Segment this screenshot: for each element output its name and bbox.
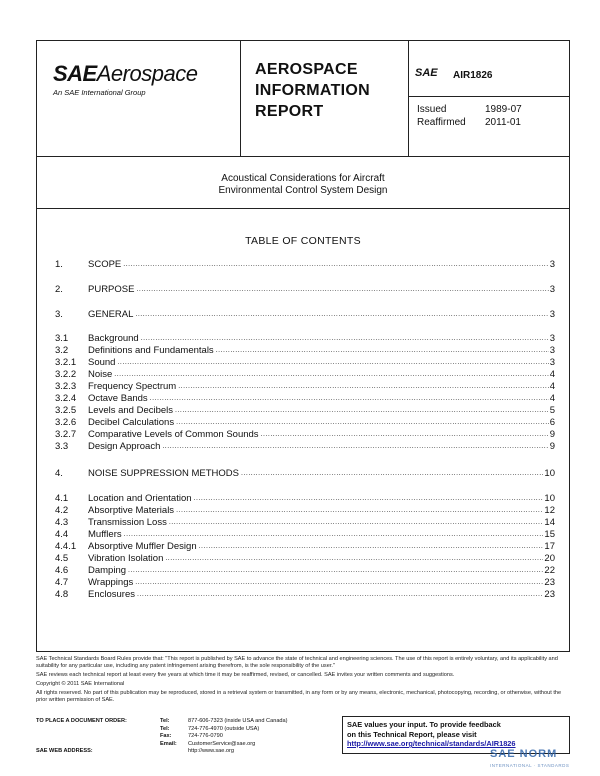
toc-page-number: 3 xyxy=(549,357,555,368)
document-number: AIR1826 xyxy=(453,70,493,81)
toc-number: 3.2.5 xyxy=(55,405,77,416)
toc-number: 3.2.3 xyxy=(55,381,77,392)
title-line: Acoustical Considerations for Aircraft xyxy=(221,173,385,184)
copyright-text: Copyright © 2011 SAE International xyxy=(36,681,125,687)
toc-leader-dots xyxy=(176,417,549,429)
toc-leader-dots xyxy=(136,284,548,296)
toc-page-number: 20 xyxy=(544,553,555,564)
toc-page-number: 23 xyxy=(544,577,555,588)
toc-number: 3.2.7 xyxy=(55,429,77,440)
toc-page-number: 4 xyxy=(549,393,555,404)
toc-leader-dots xyxy=(169,517,544,529)
toc-leader-dots xyxy=(114,369,548,381)
toc-leader-dots xyxy=(123,259,548,271)
toc-entry[interactable] xyxy=(55,441,555,453)
email-value: CustomerService@sae.org xyxy=(188,740,256,747)
logo-tagline: An SAE International Group xyxy=(53,88,146,97)
footer-notice xyxy=(36,656,570,706)
toc-leader-dots xyxy=(135,309,548,321)
toc-page-number: 3 xyxy=(549,259,555,270)
issued-value: 1989-07 xyxy=(485,104,522,115)
toc-entry[interactable] xyxy=(55,505,555,517)
toc-entry[interactable] xyxy=(55,493,555,505)
toc-entry[interactable] xyxy=(55,417,555,429)
toc-title: NOISE SUPPRESSION METHODS xyxy=(88,468,239,479)
toc-number: 3.2.6 xyxy=(55,417,77,428)
toc-number: 3.2.2 xyxy=(55,369,77,380)
toc-page-number: 5 xyxy=(549,405,555,416)
toc-leader-dots xyxy=(165,553,543,565)
toc-number: 2. xyxy=(55,284,63,295)
toc-leader-dots xyxy=(176,505,543,517)
toc-leader-dots xyxy=(117,357,548,369)
toc-leader-dots xyxy=(261,429,549,441)
toc-entry[interactable] xyxy=(55,284,555,296)
rules-text: SAE Technical Standards Board Rules provide that: "This report is published by SAE to advance the state of technical and engineering sciences. The use of this report is entirely voluntary, and its applicability and suitability for any particular use, including any patent infringement arising therefrom, is the sole responsibility of the user." xyxy=(36,656,558,669)
toc-entry[interactable] xyxy=(55,381,555,393)
sae-mark: SAE xyxy=(415,67,438,79)
toc-page-number: 10 xyxy=(544,493,555,504)
reaffirmed-value: 2011-01 xyxy=(485,117,521,128)
toc-number: 4.2 xyxy=(55,505,69,516)
sae-aerospace-logo xyxy=(53,61,197,97)
watermark-subtext: INTERNATIONAL · STANDARDS xyxy=(490,763,570,768)
toc-page-number: 4 xyxy=(549,381,555,392)
header-rule xyxy=(409,96,569,97)
toc-number: 4.5 xyxy=(55,553,69,564)
order-label: TO PLACE A DOCUMENT ORDER: xyxy=(36,718,127,724)
toc-title: Background xyxy=(88,333,139,344)
toc-number: 1. xyxy=(55,259,63,270)
logo-aerospace-text: Aerospace xyxy=(96,61,198,86)
watermark-text: SAE NORM xyxy=(490,748,558,760)
toc-page-number: 3 xyxy=(549,333,555,344)
toc-page-number: 6 xyxy=(549,417,555,428)
toc-number: 3. xyxy=(55,309,63,320)
logo-sae-text: SAE xyxy=(53,61,97,86)
toc-title: Comparative Levels of Common Sounds xyxy=(88,429,259,440)
toc-page-number: 3 xyxy=(549,309,555,320)
toc-number: 4.6 xyxy=(55,565,69,576)
tel2-value: 724-776-4970 (outside USA) xyxy=(188,725,260,732)
toc-title: Octave Bands xyxy=(88,393,148,404)
feedback-line: SAE values your input. To provide feedback xyxy=(347,720,501,729)
toc-entry[interactable] xyxy=(55,468,555,480)
toc-page-number: 14 xyxy=(544,517,555,528)
toc-leader-dots xyxy=(141,333,549,345)
toc-leader-dots xyxy=(135,577,543,589)
toc-title: Damping xyxy=(88,565,127,576)
toc-entry[interactable] xyxy=(55,429,555,441)
order-contact xyxy=(36,718,336,756)
feedback-link[interactable]: http://www.sae.org/technical/standards/AIR1826 xyxy=(347,739,516,748)
toc-entry[interactable] xyxy=(55,309,555,321)
toc-leader-dots xyxy=(137,589,543,601)
tel-value: 877-606-7323 (inside USA and Canada) xyxy=(188,718,288,724)
toc-entry[interactable] xyxy=(55,541,555,553)
toc-number: 3.1 xyxy=(55,333,69,344)
toc-number: 4.3 xyxy=(55,517,69,528)
toc-leader-dots xyxy=(194,493,544,505)
title-line: Environmental Control System Design xyxy=(218,185,388,196)
toc-entry[interactable] xyxy=(55,589,555,601)
toc-page-number: 9 xyxy=(549,429,555,440)
header-block xyxy=(37,41,569,157)
toc-number: 3.2.4 xyxy=(55,393,77,404)
toc-page-number: 9 xyxy=(549,441,555,452)
toc-page-number: 17 xyxy=(544,541,555,552)
toc-title: Vibration Isolation xyxy=(88,553,164,564)
toc-leader-dots xyxy=(162,441,548,453)
reaffirmed-label: Reaffirmed xyxy=(417,117,466,128)
report-type-line: AEROSPACE xyxy=(255,61,358,78)
toc-page-number: 10 xyxy=(544,468,555,479)
toc-title: Enclosures xyxy=(88,589,135,600)
toc-title: Transmission Loss xyxy=(88,517,167,528)
toc-entry[interactable] xyxy=(55,577,555,589)
toc-page-number: 23 xyxy=(544,589,555,600)
toc-title: Wrappings xyxy=(88,577,134,588)
toc-entry[interactable] xyxy=(55,565,555,577)
toc-entry[interactable] xyxy=(55,553,555,565)
web-label: SAE WEB ADDRESS: xyxy=(36,748,93,754)
toc-entry[interactable] xyxy=(55,333,555,345)
toc-entry[interactable] xyxy=(55,405,555,417)
toc-title: Frequency Spectrum xyxy=(88,381,177,392)
tel-label: Tel: xyxy=(160,718,170,724)
toc-title: Decibel Calculations xyxy=(88,417,175,428)
email-label: Email: xyxy=(160,740,177,747)
toc-page-number: 3 xyxy=(549,345,555,356)
toc-title: Levels and Decibels xyxy=(88,405,174,416)
rights-text: All rights reserved. No part of this publication may be reproduced, stored in a retrieval system or transmitted, in any form or by any means, electronic, mechanical, photocopying, recording, or otherwise, without the prior written permission of SAE. xyxy=(36,690,562,703)
toc-page-number: 3 xyxy=(549,284,555,295)
toc-entry[interactable] xyxy=(55,345,555,357)
report-type-line: REPORT xyxy=(255,103,324,120)
toc-entry[interactable] xyxy=(55,369,555,381)
toc-page-number: 15 xyxy=(544,529,555,540)
issued-label: Issued xyxy=(417,104,447,115)
toc-page-number: 22 xyxy=(544,565,555,576)
toc-entry[interactable] xyxy=(55,529,555,541)
header-divider xyxy=(408,41,409,157)
review-text: SAE reviews each technical report at least every five years at which time it may be reaffirmed, revised, or cancelled. SAE invites your written comments and suggestions. xyxy=(36,672,455,678)
report-type xyxy=(255,59,370,122)
toc-number: 3.2.1 xyxy=(55,357,77,368)
toc-title: PURPOSE xyxy=(88,284,135,295)
tel2-label: Tel: xyxy=(160,725,170,732)
toc-leader-dots xyxy=(175,405,549,417)
feedback-line: on this Technical Report, please visit xyxy=(347,729,477,739)
toc-number: 4.4.1 xyxy=(55,541,77,552)
toc-number: 4.8 xyxy=(55,589,69,600)
header-divider xyxy=(240,41,241,157)
fax-value: 724-776-0790 xyxy=(188,733,223,739)
toc-title: Design Approach xyxy=(88,441,161,452)
issue-dates xyxy=(417,103,522,129)
toc-leader-dots xyxy=(150,393,549,405)
toc-number: 3.2 xyxy=(55,345,69,356)
toc-title: Definitions and Fundamentals xyxy=(88,345,214,356)
toc-entry[interactable] xyxy=(55,393,555,405)
toc-leader-dots xyxy=(178,381,549,393)
toc-title: Absorptive Materials xyxy=(88,505,175,516)
toc-title: Sound xyxy=(88,357,116,368)
document-frame xyxy=(36,40,570,652)
toc-number: 4.7 xyxy=(55,577,69,588)
toc-number: 4. xyxy=(55,468,63,479)
report-type-line: INFORMATION xyxy=(255,82,370,99)
toc-leader-dots xyxy=(199,541,544,553)
toc-entry[interactable] xyxy=(55,357,555,369)
toc-title: Location and Orientation xyxy=(88,493,192,504)
toc-title: Absorptive Muffler Design xyxy=(88,541,197,552)
toc-entry[interactable] xyxy=(55,517,555,529)
toc-number: 4.4 xyxy=(55,529,69,540)
toc-title: SCOPE xyxy=(88,259,122,270)
document-title xyxy=(37,157,569,209)
toc-heading: TABLE OF CONTENTS xyxy=(245,235,361,247)
toc-page-number: 12 xyxy=(544,505,555,516)
fax-label: Fax: xyxy=(160,733,172,739)
toc-title: Mufflers xyxy=(88,529,122,540)
toc-number: 3.3 xyxy=(55,441,69,452)
toc-title: Noise xyxy=(88,369,113,380)
toc-leader-dots xyxy=(216,345,549,357)
toc-leader-dots xyxy=(124,529,544,541)
toc-leader-dots xyxy=(241,468,543,480)
toc-entry[interactable] xyxy=(55,259,555,271)
toc-leader-dots xyxy=(128,565,543,577)
toc-page-number: 4 xyxy=(549,369,555,380)
toc-number: 4.1 xyxy=(55,493,69,504)
web-value[interactable]: http://www.sae.org xyxy=(188,748,235,754)
toc-title: GENERAL xyxy=(88,309,134,320)
